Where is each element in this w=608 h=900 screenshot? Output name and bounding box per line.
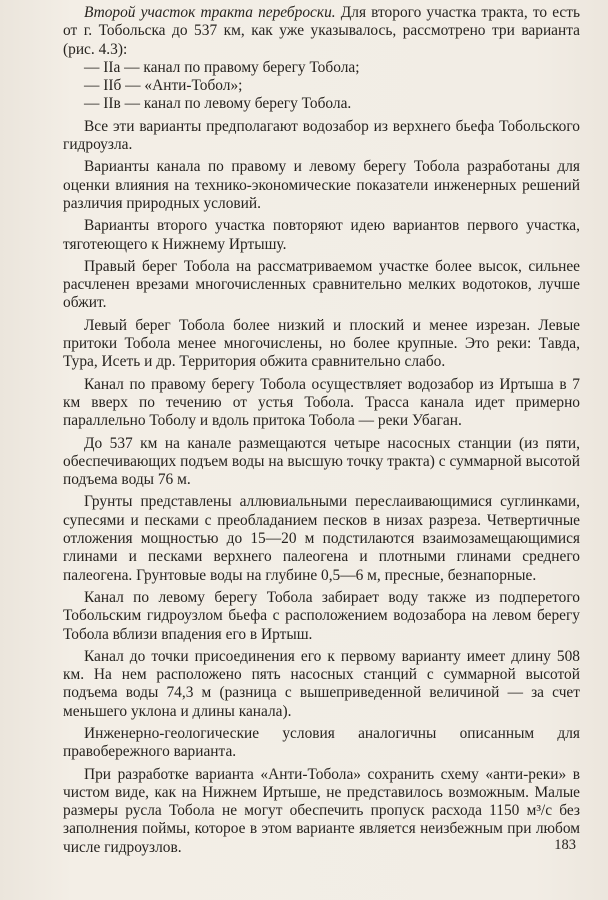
paragraph: Правый берег Тобола на рассматриваемом участке более высок, сильнее расчленен врезами многочисленных сравнительно мелких водотоков, лучше обжит. (63, 257, 580, 312)
paragraph-text: Для второго участка тракта, то есть от г. Тобольска до 537 км, как уже указывалось, рассмотрено три варианта (рис. 4.3): (63, 4, 580, 58)
paragraph: Варианты второго участка повторяют идею вариантов первого участка, тяготеющего к Нижнему Иртышу. (63, 217, 580, 253)
page-number: 183 (554, 837, 576, 853)
paragraph: Левый берег Тобола более низкий и плоский и менее изрезан. Левые притоки Тобола менее многочислены, но более крупные. Это реки: Тавда, Тура, Исеть и др. Территория обжита сравнительно слабо. (63, 316, 580, 371)
list-item: — IIв — канал по левому берегу Тобола. (84, 95, 352, 113)
paragraph: Все эти варианты предполагают водозабор из верхнего бьефа Тобольского гидроузла. (63, 117, 580, 154)
paragraph: Грунты представлены аллювиальными переслаивающимися суглинками, супесями и песками с преобладанием песков в низах разреза. Четвертичные отложения мощностью до 15—20 м подстилаются взаимозамещающимися глинами и песками верхнего палеогена и плотными глинами среднего палеогена. Грунтовые воды на глубине 0,5—6 м, пресные, безнапорные. (63, 493, 580, 584)
list-item: — IIа — канал по правому берегу Тобола; (84, 58, 360, 76)
list-item: — IIб — «Анти-Тобол»; (84, 77, 243, 95)
paragraph-intro (63, 4, 580, 59)
paragraph: Канал по правому берегу Тобола осуществляет водозабор из Иртыша в 7 км вверх по течению от устья Тобола. Трасса канала идет примерно параллельно Тоболу и вдоль притока Тобола — реки Убаган. (63, 375, 580, 430)
paragraph: Инженерно-геологические условия аналогичны описанным для правобережного варианта. (63, 724, 580, 761)
body-text (63, 4, 580, 857)
paragraph: Варианты канала по правому и левому берегу Тобола разработаны для оценки влияния на технико-экономические показатели инженерных решений различия природных условий. (63, 158, 580, 212)
paragraph: Канал до точки присоединения его к первому варианту имеет длину 508 км. На нем расположено пять насосных станций с суммарной высотой подъема воды 74,3 м (разница с вышеприведенной величиной — за счет меньшего уклона и длины канала). (63, 647, 580, 720)
section-lead: Второй участок тракта переброски. (84, 4, 336, 21)
paragraph: При разработке варианта «Анти-Тобола» сохранить схему «анти-реки» в чистом виде, как на Нижнем Иртыше, не представилось возможным. Малые размеры русла Тобола не могут обеспечить пропуск расхода 1150 м³/с без заполнения поймы, которое в этом варианте является неизбежным при любом числе гидроузлов. (63, 765, 580, 856)
paragraph: До 537 км на канале размещаются четыре насосных станции (из пяти, обеспечивающих подъем воды на высшую точку тракта) с суммарной высотой подъема воды 76 м. (63, 434, 580, 489)
paragraph: Канал по левому берегу Тобола забирает воду также из подперетого Тобольским гидроузлом бьефа с расположением водозабора на левом берегу Тобола вблизи впадения его в Иртыш. (63, 588, 580, 643)
